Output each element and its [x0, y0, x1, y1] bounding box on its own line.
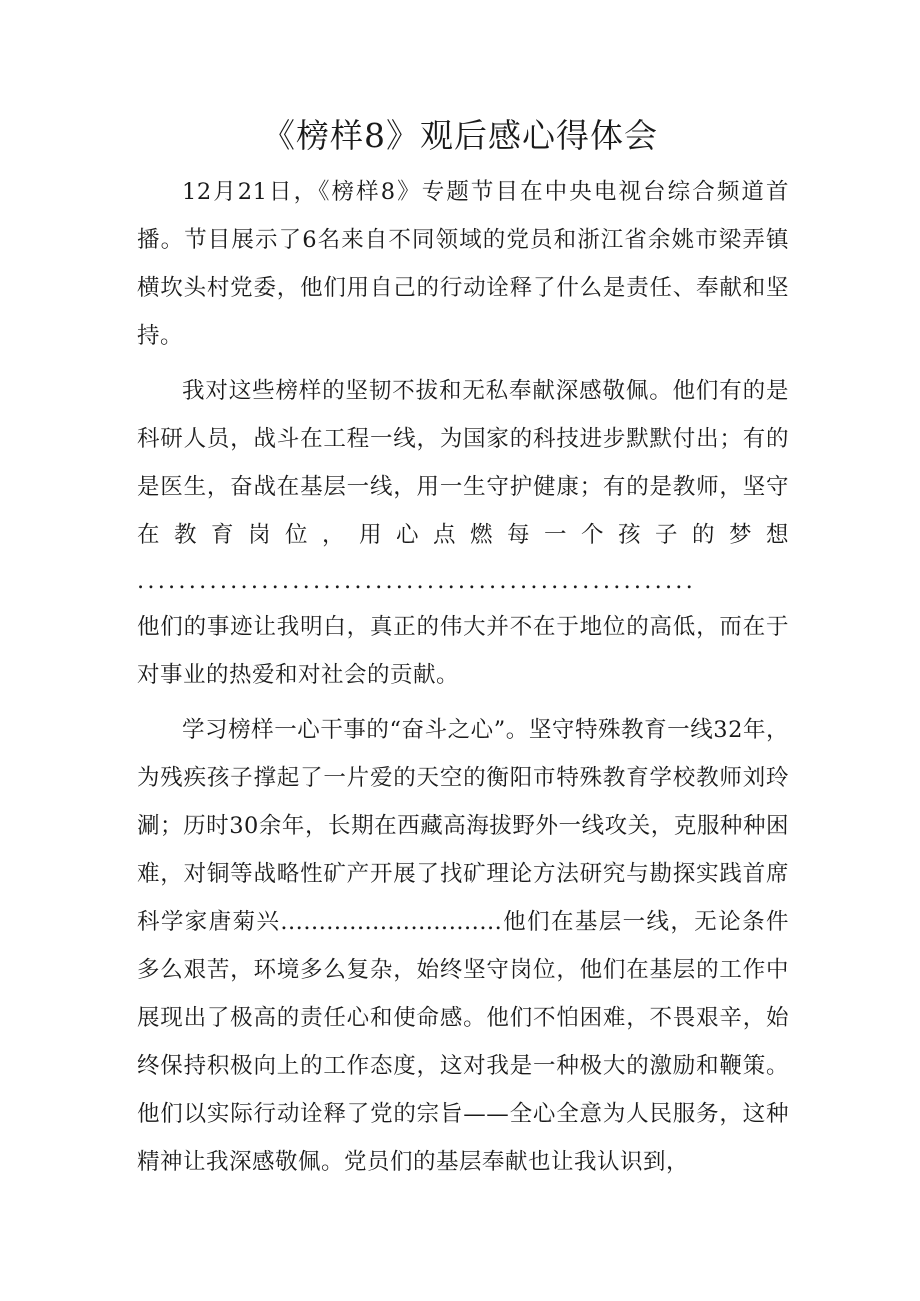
document-title: 《榜样8》观后感心得体会: [262, 116, 658, 155]
paragraph-intro: 12月21日，《榜样8》专题节目在中央电视台综合频道首播。节目展示了6名来自不同领域的党员和浙江省余姚市梁弄镇横坎头村党委，他们用自己的行动诠释了什么是责任、奉献和坚持。: [137, 179, 789, 349]
paragraph-role-models: 学习榜样一心干事的“奋斗之心”。坚守特殊教育一线32年，为残疾孩子撑起了一片爱的天空的衡阳市特殊教育学校教师刘玲涮；历时30余年，长期在西藏高海拔野外一线攻关，克服种种困难，对铜等战略性矿产开展了找矿理论方法研究与勘探实践首席科学家唐菊兴.............................他们在基层一线，无论条件多么艰苦，环境多么复杂，始终坚守岗位，他们在基层的工作中展现出了极高的责任心和使命感。他们不怕困难，不畏艰辛，始终保持积极向上的工作态度，这对我是一种极大的激励和鞭策。他们以实际行动诠释了党的宗旨——全心全意为人民服务，这种精神让我深感敬佩。党员们的基层奉献也让我认识到，: [137, 717, 789, 1175]
ellipsis-line: ......................................................: [137, 568, 697, 594]
paragraph-admiration: 我对这些榜样的坚韧不拔和无私奉献深感敬佩。他们有的是科研人员，战斗在工程一线，为国家的科技进步默默付出；有的是医生，奋战在基层一线，用一生守护健康；有的是教师，坚守在教育岗位，用心点燃每一个孩子的梦想: [137, 378, 789, 548]
paragraph-realization: 他们的事迹让我明白，真正的伟大并不在于地位的高低，而在于对事业的热爱和对社会的贡献。: [137, 614, 789, 688]
document-body: [137, 168, 789, 1193]
